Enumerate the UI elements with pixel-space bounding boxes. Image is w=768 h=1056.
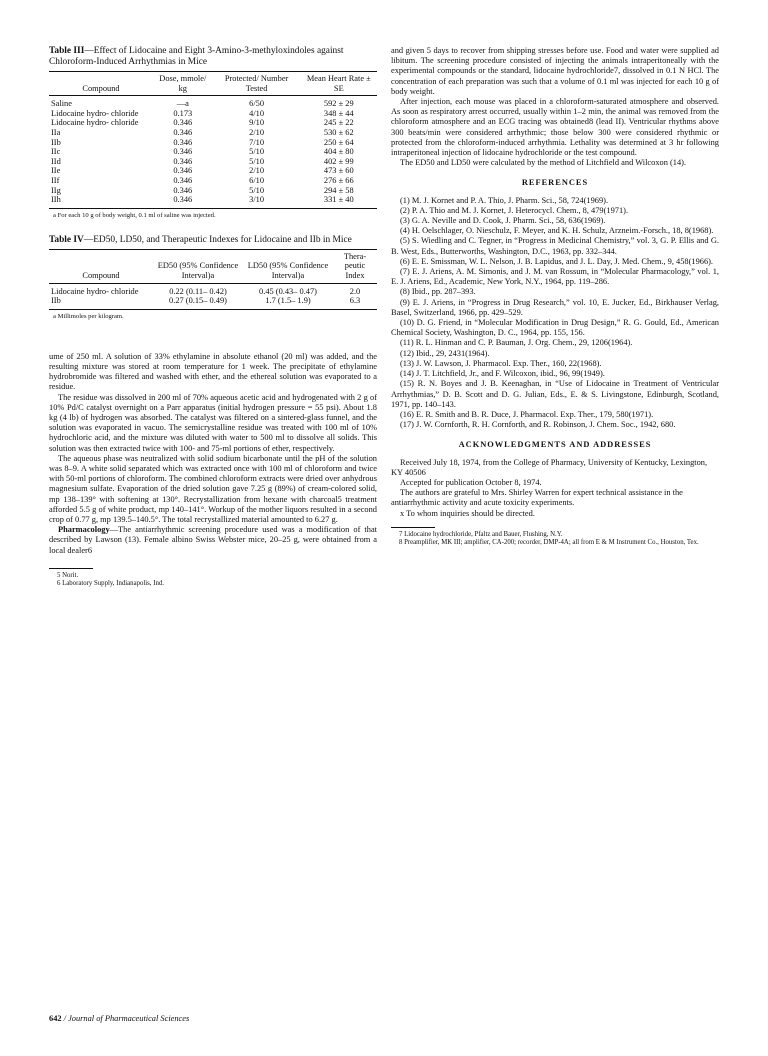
- table3-row: [49, 96, 377, 109]
- reference-item: (6) E. E. Smissman, W. L. Nelson, J. B. Lapidus, and J. L. Day, J. Med. Chem., 9, 458(1966).: [400, 256, 714, 266]
- table4-cell: 1.7 (1.5– 1.9): [243, 296, 333, 309]
- table3-cell: 473 ± 60: [323, 166, 354, 176]
- acknowledgments-heading: ACKNOWLEDGMENTS AND ADDRESSES: [458, 440, 652, 450]
- table3-footnote: a For each 10 g of body weight, 0.1 ml of saline was injected.: [53, 211, 216, 219]
- footnote: 6 Laboratory Supply, Indianapolis, Ind.: [57, 579, 164, 587]
- ack-accepted: Accepted for publication October 8, 1974.: [400, 477, 542, 487]
- reference-item: (12) Ibid., 29, 2431(1964).: [400, 348, 490, 358]
- table3-cell: 0.346: [173, 127, 193, 137]
- table3-header-row: [49, 72, 377, 96]
- table3-cell: Saline: [51, 99, 72, 109]
- footnote-rule: [49, 568, 93, 569]
- table3-caption-label: Table III: [49, 46, 85, 56]
- reference-item: (15) R. N. Boyes and J. B. Keenaghan, in “Use of Lidocaine in Treatment of Ventricular Arrhythmias,” D. B. Scott and D. G. Julian, Eds., E. & S. Livingstone, Edinburgh, Scotland, 1971, pp. 140–143.: [391, 379, 719, 409]
- table3-header-cell: Mean Heart Rate ± SE: [301, 72, 377, 96]
- table3-cell: 0.346: [173, 118, 193, 128]
- table3-cell: 9/10: [249, 118, 265, 128]
- table3-body: [49, 96, 377, 209]
- reference-item: (9) E. J. Ariens, in “Progress in Drug Research,” vol. 10, E. Jucker, Ed., Birkhauser Verlag, Basel, Switzerland, 1966, pp. 429–529.: [391, 297, 719, 317]
- table3-row: [49, 147, 377, 157]
- paragraph-text: —The antiarrhythmic screening procedure used was a modification of that described by Lawson (13). Female albino Swiss Webster mice, 20–25 g, were obtained from a local dealer6: [49, 525, 377, 555]
- table3-cell: 2/10: [249, 127, 265, 137]
- table3-row: [49, 138, 377, 148]
- reference-item: (14) J. T. Litchfield, Jr., and F. Wilcoxon, ibid., 96, 99(1949).: [400, 369, 605, 379]
- reference-item: (7) E. J. Ariens, A. M. Simonis, and J. M. van Rossum, in “Molecular Pharmacology,” vol. 1, E. J. Ariens, Ed., Academic, New York, N.Y., 1964, pp. 119–286.: [391, 267, 719, 287]
- reference-item: (16) E. R. Smith and B. R. Duce, J. Pharmacol. Exp. Ther., 179, 580(1971).: [400, 409, 654, 419]
- table3-cell: IId: [51, 156, 61, 166]
- table3-row: [49, 186, 377, 196]
- table4-cell: Lidocaine hydro- chloride: [51, 286, 139, 296]
- table4-cell: 0.45 (0.43– 0.47): [259, 286, 317, 296]
- table3-cell: 0.346: [173, 137, 193, 147]
- table4-header-cell: ED50 (95% Confidence Interval)a: [153, 249, 243, 283]
- runon-heading: Pharmacology: [58, 525, 110, 535]
- body-paragraph: The aqueous phase was neutralized with solid sodium bicarbonate until the pH of the solution was 8–9. A white solid separated which was extracted once with 100 ml of chloroform and twice with 50-ml portions of chloroform. The combined chloroform extracts were dried over anhydrous magnesium sulfate. Evaporation of the dried solution gave 7.25 g (89%) of cream-colored solid, mp 138–139° with softening at 130°. Recrystallization from hexane with charcoal5 treatment afforded 5.5 g of white product, mp 140–141°. Workup of the mother liquors resulted in a second crop of 0.77 g, mp 139.5–140.5°. The total recrystallized material amounted to 6.27 g.: [49, 453, 377, 524]
- reference-item: (8) Ibid., pp. 287–393.: [400, 287, 476, 297]
- table3-header-cell: Compound: [49, 72, 153, 96]
- table3-cell: 0.346: [173, 185, 193, 195]
- table4-header-cell: LD50 (95% Confidence Interval)a: [243, 249, 333, 283]
- body-paragraph: and given 5 days to recover from shipping stresses before use. Food and water were supplied ad libitum. The screening procedure consisted of injecting the animals intraperitoneally with the experimental compounds or the standard, lidocaine hydrochloride7, dissolved in 0.1 N HCl. The concentration of each preparation was such that a volume of 0.1 ml was injected for each 10 g of body weight.: [391, 46, 719, 96]
- table3-row: [49, 109, 377, 119]
- ack-received: Received July 18, 1974, from the College of Pharmacy, University of Kentucky, Lexington, KY 40506: [391, 457, 708, 477]
- body-paragraph: The residue was dissolved in 200 ml of 70% aqueous acetic acid and hydrogenated with 2 g of 10% Pd/C catalyst overnight on a Parr apparatus (initial hydrogen pressure = 55 psi). About 1.8 kg (4 lb) of hydrogen was absorbed. The catalyst was filtered on a sintered-glass funnel, and the solution was evaporated in vacuo. The semicrystalline residue was treated with 100 ml of 10% hydrochloric acid, and the mixture was diluted with water to 500 ml to dissolve all solids. This solution was then extracted twice with 100- and 75-ml portions of ether, respectively.: [49, 392, 377, 453]
- right-column: [391, 46, 719, 547]
- table3-cell: IIb: [51, 137, 61, 147]
- table3-cell: Lidocaine hydro- chloride: [51, 118, 139, 128]
- table3-cell: 0.346: [173, 166, 193, 176]
- table4-caption-label: Table IV: [49, 234, 84, 245]
- table3-cell: 0.346: [173, 175, 193, 185]
- table4-header-row: [49, 249, 377, 283]
- references-heading: REFERENCES: [521, 178, 589, 188]
- footnote: 7 Lidocaine hydrochloride, Pfaltz and Bauer, Flushing, N.Y.: [399, 530, 563, 538]
- table3-header-cell: Dose, mmole/ kg: [153, 72, 213, 96]
- table3-cell: IIc: [51, 147, 61, 157]
- table3-row: [49, 166, 377, 176]
- table3-cell: 2/10: [249, 166, 265, 176]
- table4-header-cell: Compound: [49, 249, 153, 283]
- table3-row: [49, 195, 377, 208]
- table4: [49, 249, 377, 310]
- table3-cell: 245 ± 22: [323, 118, 354, 128]
- table3-cell: IIe: [51, 166, 61, 176]
- footnote: 8 Preamplifier, MK III; amplifier, CA-200; recorder, DMP-4A; all from E & M Instrument Co., Houston, Tex.: [399, 538, 699, 546]
- table3-cell: 0.173: [173, 108, 193, 118]
- body-paragraph-pharmacology: [49, 525, 377, 556]
- table3-cell: IIg: [51, 185, 61, 195]
- table3-row: [49, 157, 377, 167]
- table3-cell: 5/10: [249, 185, 265, 195]
- table4-cell: 6.3: [333, 296, 377, 309]
- table4-footnote: a Millimoles per kilogram.: [53, 312, 124, 320]
- table3-cell: 250 ± 64: [323, 137, 354, 147]
- table3-cell: IIh: [49, 195, 153, 208]
- table4-cell: 2.0: [349, 286, 361, 296]
- table4-caption: [49, 235, 377, 246]
- reference-item: (4) H. Oelschlager, O. Nieschulz, F. Meyer, and K. H. Schulz, Arzneim.-Forsch., 18, 8(1968).: [400, 226, 714, 236]
- table3-caption-text: —Effect of Lidocaine and Eight 3-Amino-3-methyloxindoles against Chloroform-Induced Arrhythmias in Mice: [49, 46, 344, 67]
- table3-cell: 7/10: [249, 137, 265, 147]
- table4-cell: IIb: [49, 296, 153, 309]
- table3-cell: 5/10: [249, 147, 265, 157]
- table3-cell: 0.346: [173, 147, 193, 157]
- ack-correspondence: x To whom inquiries should be directed.: [400, 508, 535, 518]
- reference-item: (17) J. W. Cornforth, R. H. Cornforth, and R. Robinson, J. Chem. Soc., 1942, 680.: [400, 420, 676, 430]
- table3-cell: 5/10: [249, 156, 265, 166]
- reference-item: (13) J. W. Lawson, J. Pharmacol. Exp. Ther., 160, 22(1968).: [400, 358, 602, 368]
- table4-cell: 0.22 (0.11– 0.42): [169, 286, 227, 296]
- table3-cell: 530 ± 62: [323, 127, 354, 137]
- reference-item: (5) S. Wiedling and C. Tegner, in “Progress in Medicinal Chemistry,” vol. 3, G. P. Ellis and G. B. West, Eds., Butterworths, Washington, D.C., 1963, pp. 332–344.: [391, 236, 719, 256]
- footnote: 5 Norit.: [57, 571, 79, 579]
- table4-body: [49, 283, 377, 309]
- table3-cell: 294 ± 58: [323, 185, 354, 195]
- ack-thanks: The authors are grateful to Mrs. Shirley Warren for expert technical assistance in the antiarrhythmic activity and acute toxicity experiments.: [391, 488, 683, 508]
- table3-cell: 4/10: [249, 108, 265, 118]
- reference-item: (2) P. A. Thio and M. J. Kornet, J. Heterocycl. Chem., 8, 479(1971).: [400, 205, 629, 215]
- table3-cell: 404 ± 80: [323, 147, 354, 157]
- table3-cell: 0.346: [153, 195, 213, 208]
- reference-item: (11) R. L. Hinman and C. P. Bauman, J. Org. Chem., 29, 1206(1964).: [400, 338, 633, 348]
- table3-cell: 331 ± 40: [301, 195, 377, 208]
- body-paragraph: The ED50 and LD50 were calculated by the method of Litchfield and Wilcoxon (14).: [400, 158, 687, 168]
- references-list: [391, 196, 719, 431]
- left-column: [49, 46, 377, 588]
- table3-cell: 276 ± 66: [323, 175, 354, 185]
- reference-item: (3) G. A. Neville and D. Cook, J. Pharm. Sci., 58, 636(1969).: [400, 216, 606, 226]
- table4-row: [49, 283, 377, 296]
- table3-cell: 592 ± 29: [323, 99, 354, 109]
- footnote-rule: [391, 527, 435, 528]
- table3: [49, 71, 377, 209]
- reference-item: (1) M. J. Kornet and P. A. Thio, J. Pharm. Sci., 58, 724(1969).: [400, 195, 609, 205]
- table3-cell: Lidocaine hydro- chloride: [51, 108, 139, 118]
- body-paragraph: After injection, each mouse was placed in a chloroform-saturated atmosphere and observed. As soon as respiratory arrest occurred, usually within 1–2 min, the animal was removed from the chloroform atmosphere and an ECG tracing was obtained8 (lead II). Ventricular rhythms above 300 beats/min were considered arrhythmic; those below 300 were considered rhythmic or protected from the chloroform-induced arrhythmia. Lethality was determined at 3 hr following intraperitoneal injection of lidocaine hydrochloride or the test compound.: [391, 97, 719, 158]
- table3-cell: 3/10: [213, 195, 301, 208]
- table3-row: [49, 118, 377, 128]
- page-folio: [49, 1014, 189, 1023]
- table4-header-cell: Thera- peutic Index: [333, 249, 377, 283]
- table3-cell: IIf: [51, 175, 60, 185]
- journal-name: / Journal of Pharmaceutical Sciences: [61, 1014, 190, 1023]
- table3-cell: 0.346: [173, 156, 193, 166]
- table3-cell: 348 ± 44: [323, 108, 354, 118]
- table3-row: [49, 176, 377, 186]
- table3-cell: IIa: [51, 127, 61, 137]
- table3-cell: —a: [176, 99, 189, 109]
- table3-header-cell: Protected/ Number Tested: [213, 72, 301, 96]
- table3-caption: [49, 46, 377, 68]
- reference-item: (10) D. G. Friend, in “Molecular Modification in Drug Design,” R. G. Gould, Ed., American Chemical Society, Washington, D. C., 1964, pp. 155, 156.: [391, 318, 719, 338]
- page-number: 642: [49, 1014, 62, 1023]
- table4-caption-text: —ED50, LD50, and Therapeutic Indexes for Lidocaine and IIb in Mice: [83, 234, 352, 245]
- body-paragraph: ume of 250 ml. A solution of 33% ethylamine in absolute ethanol (20 ml) was added, and the resulting mixture was stored at room temperature for 1 week. The precipitate of ethylamine hydrobromide was filtered and washed with ether, and the ethereal solution was evaporated to a residue.: [49, 351, 377, 392]
- table3-cell: 6/50: [249, 99, 265, 109]
- table3-row: [49, 128, 377, 138]
- table4-row: [49, 296, 377, 309]
- table4-cell: 0.27 (0.15– 0.49): [153, 296, 243, 309]
- table3-cell: 6/10: [249, 175, 265, 185]
- table3-cell: 402 ± 99: [323, 156, 354, 166]
